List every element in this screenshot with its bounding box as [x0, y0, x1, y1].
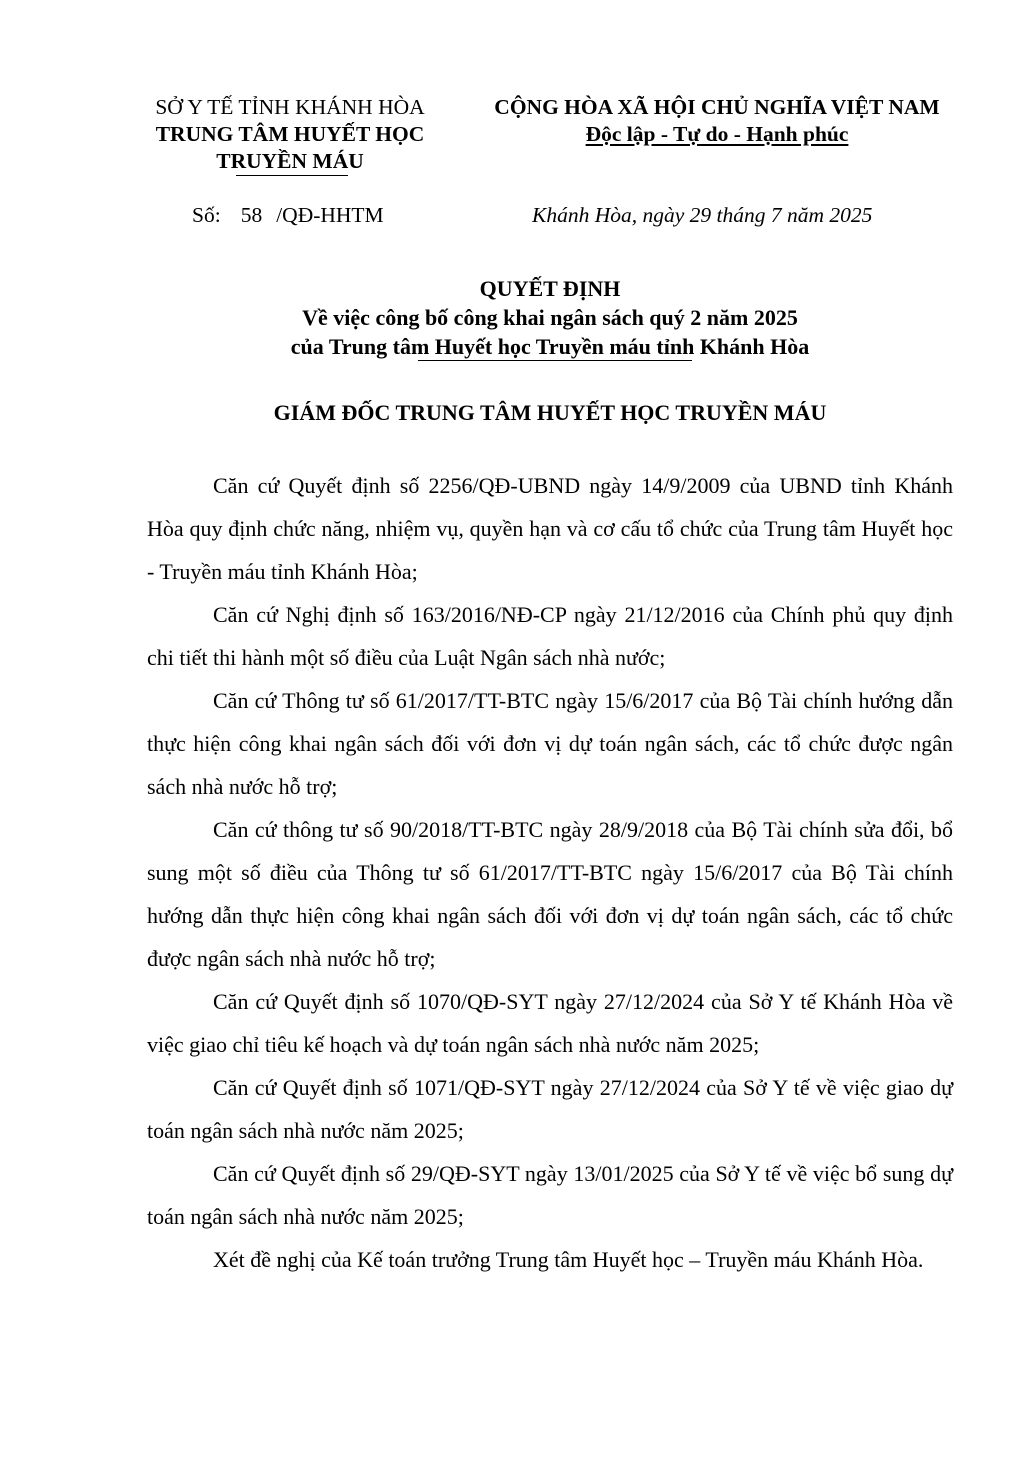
title-underline	[418, 360, 692, 361]
agency-underline	[236, 175, 348, 176]
legal-basis-section	[147, 464, 953, 1281]
doc-number-prefix: Số:	[192, 203, 221, 227]
legal-basis-paragraph: Căn cứ Nghị định số 163/2016/NĐ-CP ngày 21/12/2016 của Chính phủ quy định chi tiết thi hành một số điều của Luật Ngân sách nhà nước;	[147, 602, 953, 670]
legal-basis-paragraph: Căn cứ Quyết định số 29/QĐ-SYT ngày 13/01/2025 của Sở Y tế về việc bổ sung dự toán ngân sách nhà nước năm 2025;	[147, 1161, 953, 1229]
proposal-paragraph: Xét đề nghị của Kế toán trưởng Trung tâm Huyết học – Truyền máu Khánh Hòa.	[213, 1247, 924, 1272]
doc-number-value: 58	[240, 203, 263, 227]
doc-number-suffix: /QĐ-HHTM	[276, 203, 384, 227]
national-motto: Độc lập - Tự do - Hạnh phúc	[585, 122, 849, 146]
national-header-block	[478, 94, 956, 148]
issuing-authority: GIÁM ĐỐC TRUNG TÂM HUYẾT HỌC TRUYỀN MÁU	[273, 400, 827, 425]
issuing-agency-block	[120, 94, 460, 175]
legal-basis-paragraph: Căn cứ Quyết định số 2256/QĐ-UBND ngày 14/9/2009 của UBND tỉnh Khánh Hòa quy định chức năng, nhiệm vụ, quyền hạn và cơ cấu tổ chức của Trung tâm Huyết học - Truyền máu tỉnh Khánh Hòa;	[147, 473, 953, 584]
legal-basis-paragraph: Căn cứ Quyết định số 1071/QĐ-SYT ngày 27/12/2024 của Sở Y tế về việc giao dự toán ngân sách nhà nước năm 2025;	[147, 1075, 953, 1143]
legal-basis-paragraph: Căn cứ Quyết định số 1070/QĐ-SYT ngày 27/12/2024 của Sở Y tế Khánh Hòa về việc giao chỉ tiêu kế hoạch và dự toán ngân sách nhà nước năm 2025;	[147, 989, 953, 1057]
unit-name-line1: TRUNG TÂM HUYẾT HỌC	[155, 122, 425, 146]
nation-name: CỘNG HÒA XÃ HỘI CHỦ NGHĨA VIỆT NAM	[494, 95, 940, 119]
document-number	[192, 203, 384, 228]
legal-basis-paragraph: Căn cứ Thông tư số 61/2017/TT-BTC ngày 15/6/2017 của Bộ Tài chính hướng dẫn thực hiện công khai ngân sách đối với đơn vị dự toán ngân sách, các tổ chức được ngân sách nhà nước hỗ trợ;	[147, 688, 953, 799]
decision-subject-line1: Về việc công bố công khai ngân sách quý 2 năm 2025	[302, 305, 798, 330]
decision-subject-line2: của Trung tâm Huyết học Truyền máu tỉnh Khánh Hòa	[290, 334, 810, 359]
decision-heading: QUYẾT ĐỊNH	[479, 276, 621, 301]
decision-title-block	[150, 274, 950, 361]
legal-basis-paragraph: Căn cứ thông tư số 90/2018/TT-BTC ngày 28/9/2018 của Bộ Tài chính sửa đổi, bổ sung một số điều của Thông tư số 61/2017/TT-BTC ngày 15/6/2017 của Bộ Tài chính hướng dẫn thực hiện công khai ngân sách đối với đơn vị dự toán ngân sách, các tổ chức được ngân sách nhà nước hỗ trợ;	[147, 817, 953, 971]
place-and-date: Khánh Hòa, ngày 29 tháng 7 năm 2025	[532, 203, 873, 227]
unit-name-line2: TRUYỀN MÁU	[216, 149, 364, 173]
parent-agency-name: SỞ Y TẾ TỈNH KHÁNH HÒA	[155, 95, 425, 119]
